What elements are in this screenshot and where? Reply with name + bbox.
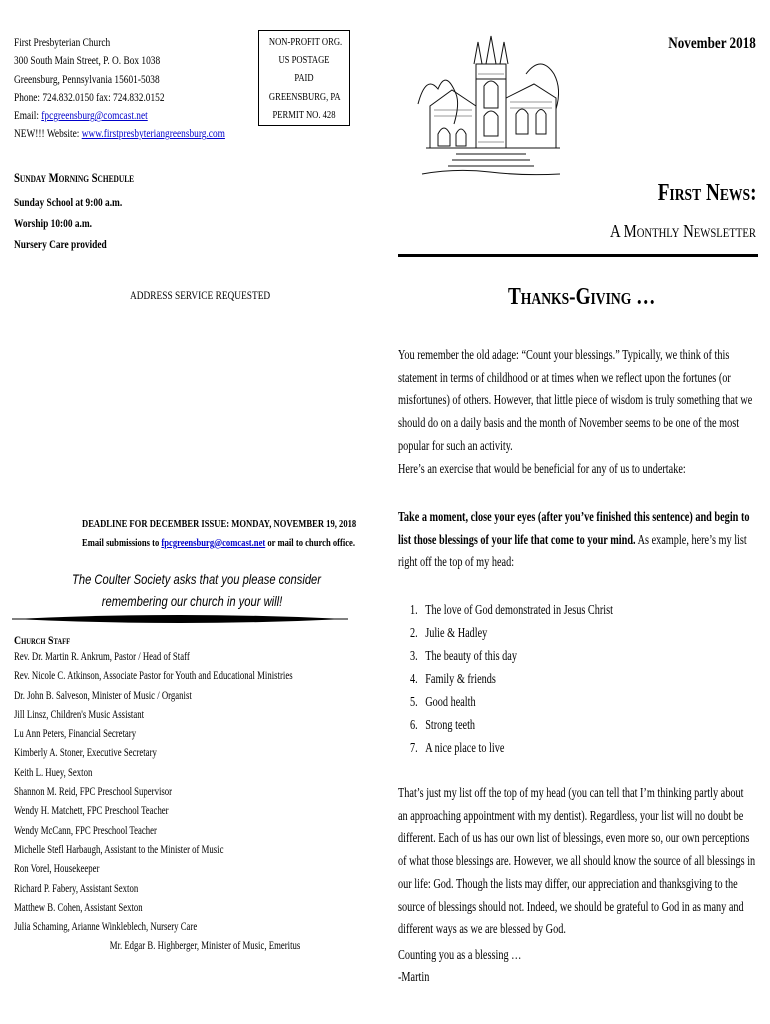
newsletter-title: First News: xyxy=(657,180,756,206)
schedule-item: Sunday School at 9:00 a.m. xyxy=(14,195,123,209)
list-item: 2. Julie & Hadley xyxy=(410,625,488,640)
closing-line: Counting you as a blessing … xyxy=(398,947,522,962)
staff-member: Jill Linsz, Children's Music Assistant xyxy=(14,708,145,721)
postage-line: US POSTAGE xyxy=(278,54,330,67)
emphasis-text: Take a moment, close your eyes (after you’ve finished this sentence) and begin to list those blessings of your life that come to your mind. xyxy=(398,509,750,547)
website-line: NEW!!! Website: www.firstpresbyteriangreensburg.com xyxy=(14,126,225,141)
staff-member: Richard P. Fabery, Assistant Sexton xyxy=(14,882,139,895)
signature: -Martin xyxy=(398,969,430,984)
staff-member: Ron Vorel, Housekeeper xyxy=(14,863,100,876)
staff-member: Matthew B. Cohen, Assistant Sexton xyxy=(14,901,143,914)
staff-member: Kimberly A. Stoner, Executive Secretary xyxy=(14,747,157,760)
schedule-list xyxy=(14,192,122,255)
schedule-item: Nursery Care provided xyxy=(14,237,107,251)
email-line: Email: fpcgreensburg@comcast.net xyxy=(14,108,148,123)
staff-heading: Church Staff xyxy=(14,633,71,647)
staff-list xyxy=(14,648,300,957)
newsletter-subtitle: A Monthly Newsletter xyxy=(610,221,756,241)
staff-member: Michelle Stefl Harbaugh, Assistant to the Minister of Music xyxy=(14,843,224,856)
header-divider xyxy=(398,254,758,257)
article-paragraph: Here’s an exercise that would be beneficial for any of us to undertake: xyxy=(398,461,686,476)
issue-date: November 2018 xyxy=(668,35,756,52)
list-item: 6. Strong teeth xyxy=(410,717,476,732)
staff-member: Rev. Nicole C. Atkinson, Associate Pastor for Youth and Educational Ministries xyxy=(14,670,293,683)
church-name: First Presbyterian Church xyxy=(14,35,111,49)
email-link[interactable]: fpcgreensburg@comcast.net xyxy=(41,108,148,123)
schedule-item: Worship 10:00 a.m. xyxy=(14,216,93,230)
postage-line: GREENSBURG, PA xyxy=(268,90,341,103)
blessings-list xyxy=(410,598,613,759)
list-item: 7. A nice place to live xyxy=(410,740,505,755)
website-link[interactable]: www.firstpresbyteriangreensburg.com xyxy=(81,126,225,141)
church-address xyxy=(14,33,225,143)
phone-fax: Phone: 724.832.0150 fax: 724.832.0152 xyxy=(14,89,165,104)
address-service-notice: ADDRESS SERVICE REQUESTED xyxy=(130,288,271,302)
decorative-divider xyxy=(12,611,348,627)
city-state: Greensburg, Pennsylvania 15601-5038 xyxy=(14,71,160,86)
staff-member: Wendy H. Matchett, FPC Preschool Teacher xyxy=(14,805,169,818)
list-item: 1. The love of God demonstrated in Jesus Christ xyxy=(410,602,613,617)
staff-member: Julia Schaming, Arianne Winkleblech, Nursery Care xyxy=(14,921,198,934)
submission-email-link[interactable]: fpcgreensburg@comcast.net xyxy=(161,537,266,549)
staff-member: Keith L. Huey, Sexton xyxy=(14,766,93,779)
church-illustration-icon xyxy=(416,34,564,186)
article-paragraph: Take a moment, close your eyes (after you’ve finished this sentence) and begin to list those blessings of your life that come to your mind. As example, here’s my list right off the top of my head: xyxy=(398,509,750,570)
street-address: 300 South Main Street, P. O. Box 1038 xyxy=(14,53,161,68)
staff-member: Rev. Dr. Martin R. Ankrum, Pastor / Head of Staff xyxy=(14,651,190,663)
coulter-line: remembering our church in your will! xyxy=(101,593,283,609)
postage-indicia xyxy=(258,30,350,126)
postage-line: PAID xyxy=(294,72,314,85)
deadline-notice: DEADLINE FOR DECEMBER ISSUE: MONDAY, NOVEMBER 19, 2018 xyxy=(82,518,357,530)
staff-emeritus: Mr. Edgar B. Highberger, Minister of Music, Emeritus xyxy=(109,940,301,953)
staff-member: Dr. John B. Salveson, Minister of Music / Organist xyxy=(14,689,192,702)
email-submission-notice: Email submissions to fpcgreensburg@comcast.net or mail to church office. xyxy=(82,537,356,549)
staff-member: Lu Ann Peters, Financial Secretary xyxy=(14,728,137,741)
article-title: Thanks-Giving … xyxy=(508,284,656,310)
postage-line: NON-PROFIT ORG. xyxy=(268,36,343,48)
article-closing xyxy=(398,944,521,988)
schedule-heading: Sunday Morning Schedule xyxy=(14,170,135,185)
coulter-line: The Coulter Society asks that you please consider xyxy=(72,571,322,587)
postage-line: PERMIT NO. 428 xyxy=(272,108,336,121)
list-item: 3. The beauty of this day xyxy=(410,648,517,663)
article-paragraph: You remember the old adage: “Count your blessings.” Typically, we think of this statement in terms of childhood or at times when we reflect upon the fortunes (or misfortunes) of others. However, that little piece of wisdom is truly something that we should do on a daily basis and the month of November seems to be one of the most popular for such an activity. xyxy=(398,347,753,453)
staff-member: Wendy McCann, FPC Preschool Teacher xyxy=(14,824,157,837)
article-paragraph: That’s just my list off the top of my head (you can tell that I’m thinking partly about an approaching appointment with my dentist). Regardless, your list will no doubt be different. Each of us has our own list of blessings, even more so, our own perceptions of what those blessings are. However, we all should know the source of all blessings in our life: God. Though the lists may differ, our appreciation and thanksgiving to the source of blessings should not. Indeed, we should be grateful to God in as many and different ways as we are blessed by God. xyxy=(398,785,756,937)
staff-member: Shannon M. Reid, FPC Preschool Supervisor xyxy=(14,786,173,799)
list-item: 4. Family & friends xyxy=(410,671,496,686)
coulter-society-note xyxy=(42,568,342,612)
list-item: 5. Good health xyxy=(410,694,476,709)
